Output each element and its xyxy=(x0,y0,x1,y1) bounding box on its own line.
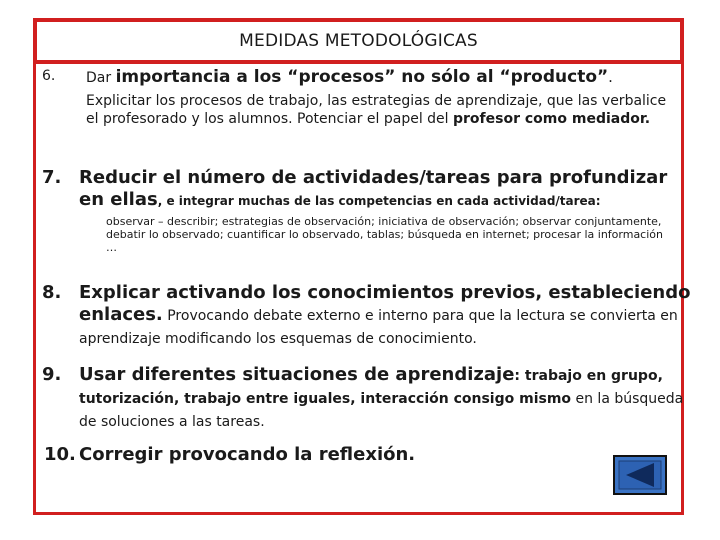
item-tail: Provocando debate externo e interno para que la lectura se convierta en aprendizaje modificando los esquemas de conocimiento. xyxy=(79,308,678,347)
item-heading: Reducir el número de actividades/tareas para profundizar en ellas xyxy=(79,167,668,210)
list-item-10 xyxy=(42,444,682,465)
list-item-8 xyxy=(42,282,691,350)
item-lead: Dar xyxy=(86,70,116,86)
slide-title-box xyxy=(33,18,684,64)
item-heading: Corregir provocando la reflexión. xyxy=(79,444,416,465)
back-triangle-icon xyxy=(618,460,662,490)
slide-title: MEDIDAS METODOLÓGICAS xyxy=(239,31,478,51)
item-mid: : trabajo en grupo, tutorización, trabajo entre iguales, interacción consigo mismo xyxy=(79,368,663,407)
list-item-9 xyxy=(42,364,682,433)
item-heading: Usar diferentes situaciones de aprendizaje xyxy=(79,364,515,385)
list-item-7 xyxy=(42,167,682,254)
item-detail: Explicitar los procesos de trabajo, las estrategias de aprendizaje, que las verbalice el profesorado y los alumnos. Potenciar el papel del xyxy=(86,93,667,127)
item-number: 7. xyxy=(42,167,62,188)
item-small-detail: observar – describir; estrategias de observación; iniciativa de observación; observar conjuntamente, debatir lo observado; cuantificar lo observado, tablas; búsqueda en internet; procesar la información … xyxy=(106,215,663,254)
item-heading: Explicar activando los conocimientos previos, estableciendo enlaces. xyxy=(79,282,691,325)
item-tail: , e integrar muchas de las competencias en cada actividad/tarea: xyxy=(157,194,601,208)
list-item-6 xyxy=(42,66,682,128)
back-button[interactable] xyxy=(613,455,667,495)
item-emphasis: importancia a los “procesos” no sólo al “producto” xyxy=(115,67,609,87)
item-detail-bold: profesor como mediador. xyxy=(453,111,651,127)
item-tail: . xyxy=(608,68,613,86)
item-number: 6. xyxy=(42,68,56,84)
item-tail: en la búsqueda de soluciones a las tareas. xyxy=(79,391,684,430)
item-number: 8. xyxy=(42,282,62,303)
item-number: 10. xyxy=(44,444,76,465)
item-number: 9. xyxy=(42,364,62,385)
